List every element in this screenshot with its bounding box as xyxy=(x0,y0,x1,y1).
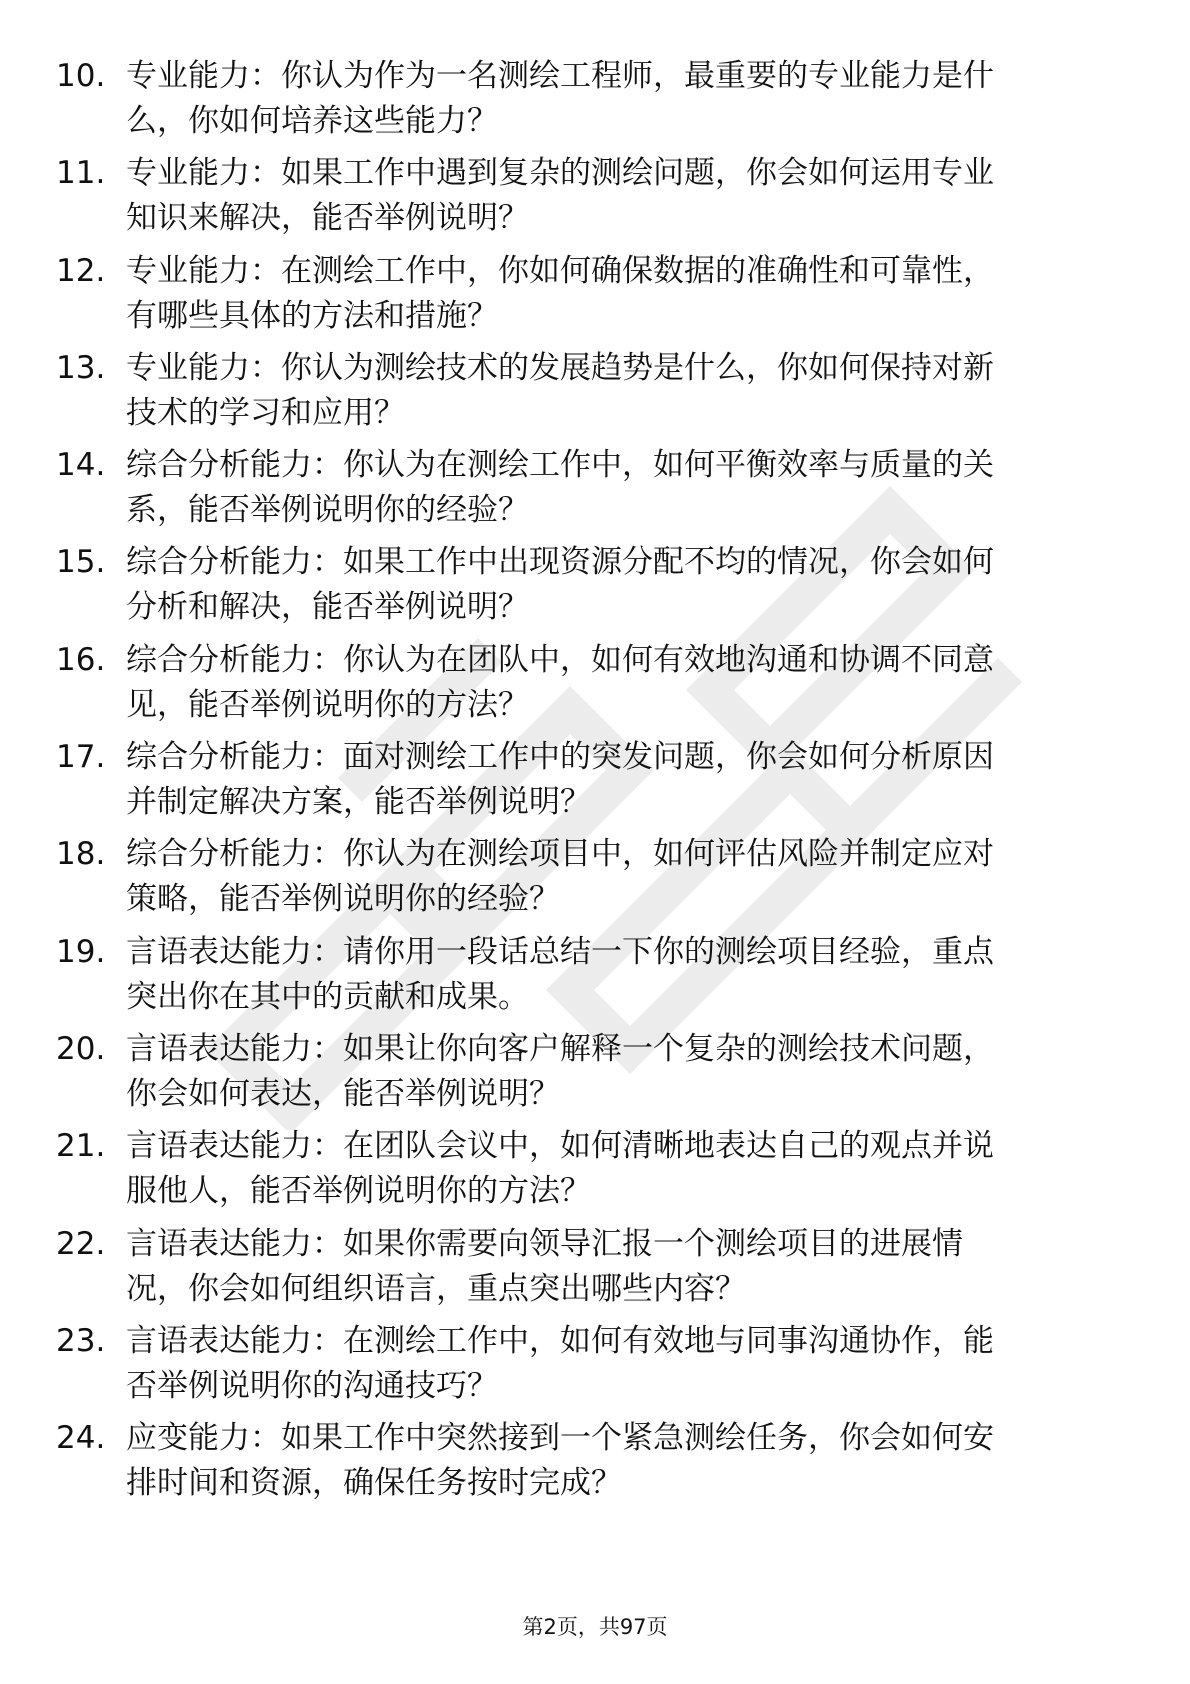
question-item xyxy=(0,249,1190,346)
question-number: 18. xyxy=(56,836,106,873)
question-text xyxy=(126,540,1126,630)
question-number: 17. xyxy=(56,739,106,776)
question-text-line: 综合分析能力：面对测绘工作中的突发问题，你会如何分析原因 xyxy=(126,739,994,776)
question-number: 20. xyxy=(56,1030,106,1067)
question-item xyxy=(0,930,1190,1027)
question-text xyxy=(126,1124,1126,1214)
question-text xyxy=(126,1222,1126,1312)
page-number: 第2页，共97页 xyxy=(522,1615,668,1639)
question-text xyxy=(126,54,1126,144)
question-text xyxy=(126,1027,1126,1117)
question-text-line: 排时间和资源，确保任务按时完成？ xyxy=(126,1465,622,1502)
question-text-line: 专业能力：在测绘工作中，你如何确保数据的准确性和可靠性， xyxy=(126,252,994,289)
question-text-line: 言语表达能力：请你用一段话总结一下你的测绘项目经验，重点 xyxy=(126,933,994,970)
question-text-line: 见，能否举例说明你的方法？ xyxy=(126,686,529,723)
question-text-line: 言语表达能力：如果你需要向领导汇报一个测绘项目的进展情 xyxy=(126,1225,963,1262)
question-number: 10. xyxy=(56,58,106,94)
question-item xyxy=(0,832,1190,929)
question-text-line: 言语表达能力：如果让你向客户解释一个复杂的测绘技术问题， xyxy=(126,1030,994,1067)
question-text xyxy=(126,346,1126,436)
question-text-line: 策略，能否举例说明你的经验？ xyxy=(126,881,560,918)
question-text-line: 综合分析能力：你认为在团队中，如何有效地沟通和协调不同意 xyxy=(126,641,994,678)
question-item xyxy=(0,1222,1190,1319)
question-item xyxy=(0,1319,1190,1416)
question-text-line: 技术的学习和应用？ xyxy=(126,394,405,431)
question-text-line: 么，你如何培养这些能力？ xyxy=(126,103,498,139)
question-text-line: 有哪些具体的方法和措施？ xyxy=(126,297,498,334)
question-item xyxy=(0,1027,1190,1124)
question-number: 21. xyxy=(56,1128,106,1165)
question-text xyxy=(126,638,1126,728)
question-text-line: 综合分析能力：你认为在测绘项目中，如何评估风险并制定应对 xyxy=(126,836,994,873)
question-text-line: 言语表达能力：在测绘工作中，如何有效地与同事沟通协作，能 xyxy=(126,1322,994,1359)
question-text-line: 并制定解决方案，能否举例说明？ xyxy=(126,784,591,821)
question-text-line: 综合分析能力：你认为在测绘工作中，如何平衡效率与质量的关 xyxy=(126,447,994,484)
question-text xyxy=(126,930,1126,1020)
question-number: 19. xyxy=(56,933,106,970)
question-text-line: 服他人，能否举例说明你的方法？ xyxy=(126,1173,591,1210)
question-item xyxy=(0,638,1190,735)
question-text xyxy=(126,832,1126,922)
question-text-line: 否举例说明你的沟通技巧？ xyxy=(126,1367,498,1404)
question-item xyxy=(0,443,1190,540)
question-item xyxy=(0,151,1190,248)
question-text-line: 系，能否举例说明你的经验？ xyxy=(126,492,529,529)
question-number: 12. xyxy=(56,252,106,289)
question-text xyxy=(126,443,1126,533)
question-text xyxy=(126,1319,1126,1409)
question-text xyxy=(126,1416,1126,1506)
question-text-line: 言语表达能力：在团队会议中，如何清晰地表达自己的观点并说 xyxy=(126,1128,994,1165)
question-text xyxy=(126,735,1126,825)
question-item xyxy=(0,540,1190,637)
question-number: 13. xyxy=(56,349,106,386)
question-text-line: 专业能力：如果工作中遇到复杂的测绘问题，你会如何运用专业 xyxy=(126,155,994,192)
question-number: 23. xyxy=(56,1322,106,1359)
question-text-line: 专业能力：你认为作为一名测绘工程师，最重要的专业能力是什 xyxy=(126,58,994,94)
question-text-line: 你会如何表达，能否举例说明？ xyxy=(126,1075,560,1112)
question-text-line: 况，你会如何组织语言，重点突出哪些内容？ xyxy=(126,1270,746,1307)
question-item xyxy=(0,54,1190,151)
question-text-line: 知识来解决，能否举例说明？ xyxy=(126,200,529,237)
question-item xyxy=(0,1416,1190,1513)
question-item xyxy=(0,735,1190,832)
question-text-line: 分析和解决，能否举例说明？ xyxy=(126,589,529,626)
question-number: 22. xyxy=(56,1225,106,1262)
question-text-line: 综合分析能力：如果工作中出现资源分配不均的情况，你会如何 xyxy=(126,544,994,581)
question-item xyxy=(0,346,1190,443)
question-text-line: 应变能力：如果工作中突然接到一个紧急测绘任务，你会如何安 xyxy=(126,1420,994,1457)
question-text xyxy=(126,151,1126,241)
question-number: 15. xyxy=(56,544,106,581)
question-number: 24. xyxy=(56,1420,106,1457)
question-text-line: 专业能力：你认为测绘技术的发展趋势是什么，你如何保持对新 xyxy=(126,349,994,386)
question-text xyxy=(126,249,1126,339)
question-number: 11. xyxy=(56,155,106,192)
question-text-line: 突出你在其中的贡献和成果。 xyxy=(126,978,529,1015)
question-number: 16. xyxy=(56,641,106,678)
question-item xyxy=(0,1124,1190,1221)
question-number: 14. xyxy=(56,447,106,484)
question-list xyxy=(0,54,1190,1513)
